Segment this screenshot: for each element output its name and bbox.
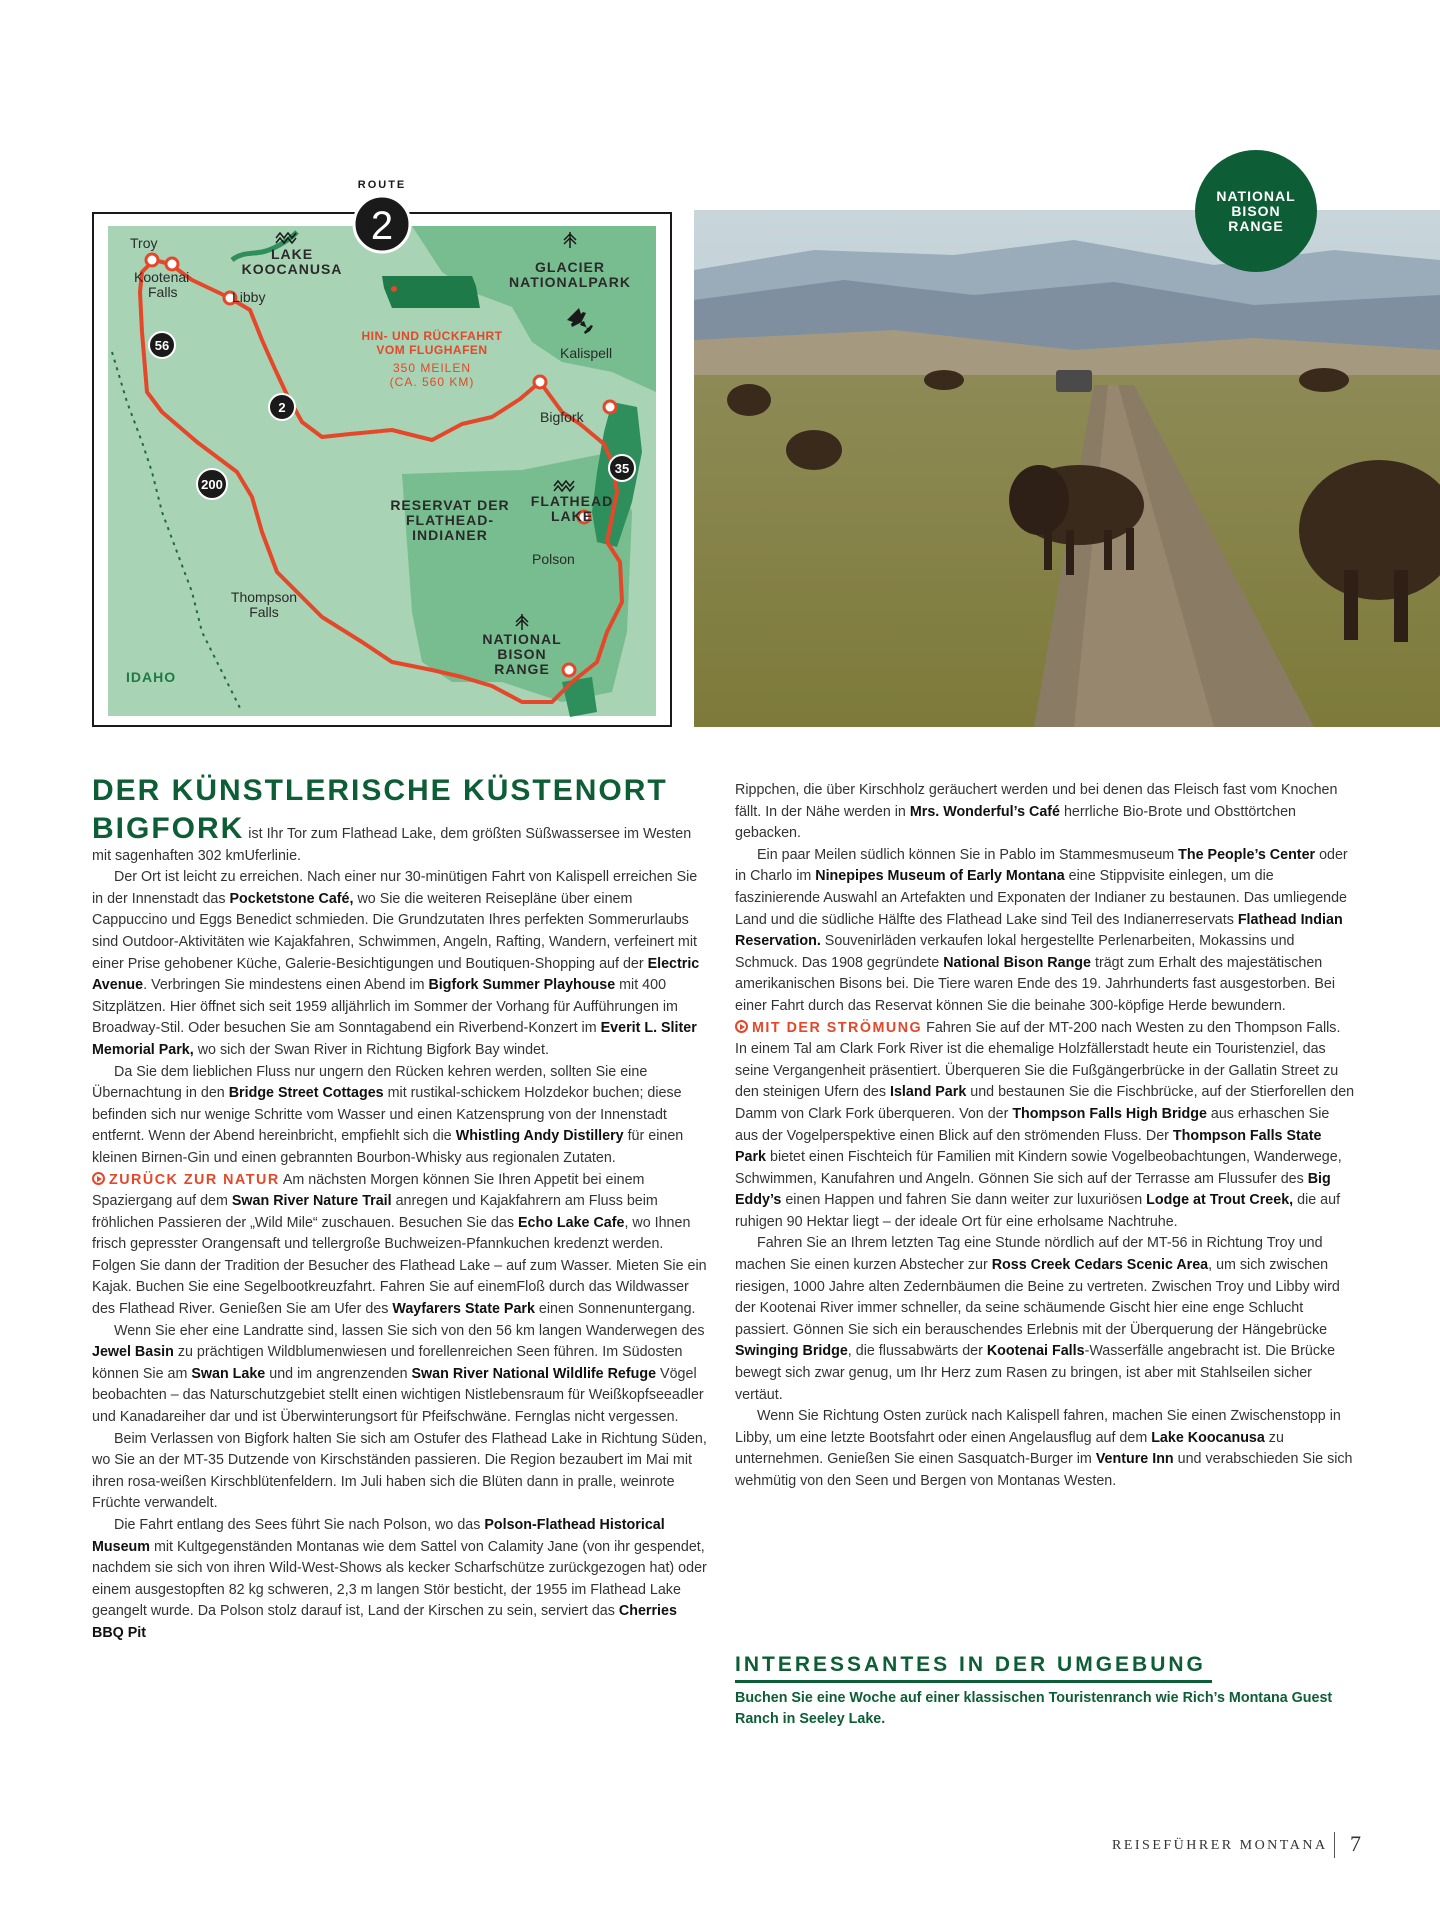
label-roundtrip: HIN- UND RÜCKFAHRT VOM FLUGHAFEN — [361, 329, 503, 357]
footer-publication-title: REISEFÜHRER MONTANA — [1112, 1838, 1328, 1853]
highway-shield-35 — [609, 455, 635, 481]
shield-200-label: 200 — [201, 477, 223, 492]
highway-shield-56 — [149, 332, 175, 358]
truck-shape — [1056, 370, 1092, 392]
paragraph: Die Fahrt entlang des Sees führt Sie nach Polson, wo das Polson-Flathead Historical Museum mit Kultgegenständen Montanas wie dem Sattel von Calamity Jane (von ihr gespendet, nachdem sie sich von ihren Wild-West-Shows als kecker Scharfschütze zurückgezogen hat) oder einem ausgestopften 82 kg schweren, 2,3 m langen Stör besticht, der 1955 im Flathead Lake geangelt wurde. Da Polson stolz darauf ist, Land der Kirschen zu sein, serviert das Cherries BBQ Pit — [92, 1517, 707, 1641]
paragraph: ZURÜCK ZUR NATUR Am nächsten Morgen können Sie Ihren Appetit bei einem Spaziergang auf dem Swan River Nature Trail anregen und Kajakfahrern am Fluss beim fröhlichen Passieren der „Wild Mile“ zuschauen. Besuchen Sie das Echo Lake Cafe, wo Ihnen frisch gepresster Orangensaft und tellergroße Buchweizen-Pfannkuchen kredenzt werden. Folgen Sie dann der Tradition der Besucher des Flathead Lake – auf zum Wasser. Mieten Sie ein Kajak. Buchen Sie eine Segelbootkreuzfahrt. Fahren Sie auf einemFloß durch das Wildwasser des Flathead River. Genießen Sie am Ufer des Wayfarers State Park einen Sonnenuntergang. — [92, 1171, 707, 1318]
highway-shield-200 — [197, 469, 227, 499]
sidebar-body: Buchen Sie eine Woche auf einer klassischen Touristenranch wie Rich’s Montana Guest Ranch in Seeley Lake. — [735, 1690, 1333, 1727]
paragraph: Beim Verlassen von Bigfork halten Sie sich am Ostufer des Flathead Lake in Richtung Süden, wo Sie an der MT-35 Dutzende von Kirschständen passieren. Die Region bezaubert im Mai mit ihren rosa-weißen Kirschblütenfeldern. Im Juli haben sich die Blüten dann in pralle, weinrote Früchte verwandelt. — [92, 1430, 707, 1512]
paragraph: Rippchen, die über Kirschholz geräuchert werden und bei denen das Fleisch fast vom Knochen fällt. In der Nähe werden in Mrs. Wonderful’s Café herrliche Bio-Brote und Obsttörtchen gebacken. — [735, 782, 1338, 842]
paragraph: Wenn Sie Richtung Osten zurück nach Kalispell fahren, machen Sie einen Zwischenstopp in Libby, um eine letzte Bootsfahrt oder einen Angelausflug auf dem Lake Koocanusa zu unternehmen. Genießen Sie einen Sasquatch-Burger im Venture Inn und verabschieden Sie sich wehmütig von den Seen und Bergen von Montanas Westen. — [735, 1408, 1353, 1489]
shield-2-label: 2 — [278, 400, 286, 415]
lead-word: BIGFORK — [92, 812, 245, 845]
paragraph: Fahren Sie an Ihrem letzten Tag eine Stunde nördlich auf der MT-56 in Richtung Troy und machen Sie einen kurzen Abstecher zur Ross Creek Cedars Scenic Area, um sich zwischen riesigen, 1000 Jahre alten Zedernbäumen die Beine zu vertreten. Zwischen Troy und Libby wird der Kootenai River immer schneller, da seine schäumende Gischt hier eine enge Schlucht passiert. Gönnen Sie sich ein berauschendes Erlebnis mit der Überquerung der Hängebrücke Swinging Bridge, die flussabwärts der Kootenai Falls-Wasserfälle angebracht ist. Die Brücke bewegt sich zwar genug, um Ihr Herz zum Rasen zu bringen, ist aber mit Stahlseilen sicher vertäut. — [735, 1235, 1340, 1403]
paragraph: Wenn Sie eher eine Landratte sind, lassen Sie sich von den 56 km langen Wanderwegen des Jewel Basin zu prächtigen Wildblumenwiesen und forellenreichen Seen führen. Im Südosten können Sie am Swan Lake und im angrenzenden Swan River National Wildlife Refuge Vögel beobachten – das Naturschutzgebiet stellt einen wichtigen Nistlebensraum für Weißkopfseeadler und Kanadareiher dar und ist Überwinterungsort für Pfeifschwäne. Fernglas nicht vergessen. — [92, 1322, 705, 1426]
stop-bigfork — [604, 401, 616, 413]
route-label: ROUTE — [357, 179, 407, 191]
label-troy: Troy — [130, 235, 158, 251]
shield-35-label: 35 — [614, 461, 630, 476]
label-kalispell: Kalispell — [560, 345, 613, 361]
route-map — [92, 179, 672, 727]
footer-divider — [1334, 1832, 1335, 1858]
label-bison-range: NATIONAL BISON RANGE — [482, 631, 562, 677]
bison-photo — [694, 210, 1440, 727]
stop-bison-range — [563, 664, 575, 676]
label-bigfork: Bigfork — [540, 409, 584, 425]
label-lake-koocanusa: LAKE KOOCANUSA — [241, 246, 343, 277]
label-kootenai-falls: Kootenai Falls — [134, 269, 190, 300]
subhead-natur: ZURÜCK ZUR NATUR — [109, 1171, 280, 1188]
paragraph: Der Ort ist leicht zu erreichen. Nach einer nur 30-minütigen Fahrt von Kalispell erreichen Sie in der Innenstadt das Pocketstone Café, wo Sie die weiteren Reisepläne über einem Cappuccino und Eggs Benedict schmieden. Die Grundzutaten Ihres perfekten Sommerurlaubs sind Outdoor-Aktivitäten wie Kajakfahren, Schwimmen, Angeln, Rafting, Wandern, verfeinert mit einer Prise gehobener Küche, Galerie-Besichtigungen und Boutiquen-Shopping auf der Electric Avenue. Verbringen Sie mindestens einen Abend im Bigfork Summer Playhouse mit 400 Sitzplätzen. Hier öffnet sich seit 1959 alljährlich im Sommer der Vorhang für Aufführungen im Broadway-Stil. Oder besuchen Sie am Sonntagabend ein Riverbend-Konzert im Everit L. Sliter Memorial Park, wo sich der Swan River in Richtung Bigfork Bay windet. — [92, 869, 700, 1058]
arrow-circle-icon — [735, 1020, 748, 1033]
label-polson: Polson — [532, 551, 575, 567]
label-idaho: IDAHO — [126, 669, 177, 685]
label-flathead-lake: FLATHEAD LAKE — [530, 493, 614, 524]
sidebar-title: INTERESSANTES IN DER UMGEBUNG — [735, 1653, 1206, 1676]
article-headline: DER KÜNSTLERISCHE KÜSTENORT — [92, 774, 668, 807]
article-column-left — [92, 812, 707, 1645]
montana-location-dot — [391, 286, 397, 292]
article-column-right — [735, 780, 1355, 1493]
stop-troy — [146, 254, 158, 266]
shield-56-label: 56 — [154, 338, 170, 353]
page-number: 7 — [1350, 1831, 1361, 1856]
label-thompson-falls: Thompson Falls — [230, 589, 298, 620]
label-glacier-park: GLACIER NATIONALPARK — [509, 259, 631, 290]
lead-text: ist Ihr Tor zum Flathead Lake, dem größten Süßwassersee im Westen mit sagenhaften 302 kmUferlinie. — [92, 826, 692, 864]
stop-kalispell — [534, 376, 546, 388]
paragraph: Da Sie dem lieblichen Fluss nur ungern den Rücken kehren werden, sollten Sie eine Übernachtung in den Bridge Street Cottages mit rustikal-schickem Holzdekor buchen; diese befinden sich nur wenige Schritte vom Wasser und einen Katzensprung von der Innenstadt entfernt. Wenn der Abend hereinbricht, empfiehlt sich die Whistling Andy Distillery für einen kleinen Birnen-Gin und einen gebrannten Bourbon-Whisky aus regionalen Zutaten. — [92, 1063, 684, 1166]
arrow-circle-icon — [92, 1172, 105, 1185]
label-libby: Libby — [232, 289, 266, 305]
lead-paragraph — [92, 812, 707, 867]
label-reservation: RESERVAT DER FLATHEAD-INDIANER — [390, 497, 510, 543]
subhead-stroemung: MIT DER STRÖMUNG — [752, 1019, 923, 1036]
bison-range-badge — [1195, 150, 1317, 272]
highway-shield-2 — [269, 394, 295, 420]
badge-text: NATIONAL BISON RANGE — [1216, 187, 1296, 234]
montana-state-icon — [382, 276, 480, 308]
paragraph: Ein paar Meilen südlich können Sie in Pablo im Stammesmuseum The People’s Center oder in Charlo im Ninepipes Museum of Early Montana eine Stippvisite einlegen, um die faszinierende Auswahl an Artefakten und Exponaten der Indianer zu bestaunen. Das umliegende Land und die südliche Hälfte des Flathead Lake sind Teil des Indianerreservats Flathead Indian Reservation. Souvenirläden verkaufen lokal hergestellte Perlenarbeiten, Mokassins und Schmuck. Das 1908 gegründete National Bison Range trägt zum Erhalt des majestätischen amerikanischen Bisons bei. Die Tiere waren Ende des 19. Jahrhunderts fast ausgestorben. Bei einer Fahrt durch das Reservat können Sie die beinahe 300-köpfige Herde bewundern. — [735, 846, 1348, 1014]
label-distance: 350 MEILEN (CA. 560 KM) — [389, 361, 475, 389]
sidebar-divider — [735, 1680, 1212, 1683]
paragraph: MIT DER STRÖMUNG Fahren Sie auf der MT-200 nach Westen zu den Thompson Falls. In einem Tal am Clark Fork River ist die ehemalige Holzfällerstadt heute ein Touristenziel, das seine Vergangenheit präsentiert. Überqueren Sie die Fußgängerbrücke in der Gallatin Street zu den steinigen Ufern des Island Park und bestaunen Sie die Fischbrücke, auf der Stierforellen den Damm von Clark Fork überqueren. Von der Thompson Falls High Bridge aus erhaschen Sie aus der Vogelperspektive einen Blick auf den strömenden Fluss. Der Thompson Falls State Park bietet einen Fischteich für Familien mit Kindern sowie Vogelbeobachtungen, Wanderwege, Schwimmen, Kanufahren und Angeln. Gönnen Sie sich auf der Terrasse am Flussufer des Big Eddy’s einen Happen und fahren Sie dann weiter zur luxuriösen Lodge at Trout Creek, die auf ruhigen 90 Hektar liegt – der ideale Ort für eine erholsame Nachtruhe. — [735, 1019, 1355, 1230]
route-number: 2 — [370, 204, 394, 248]
